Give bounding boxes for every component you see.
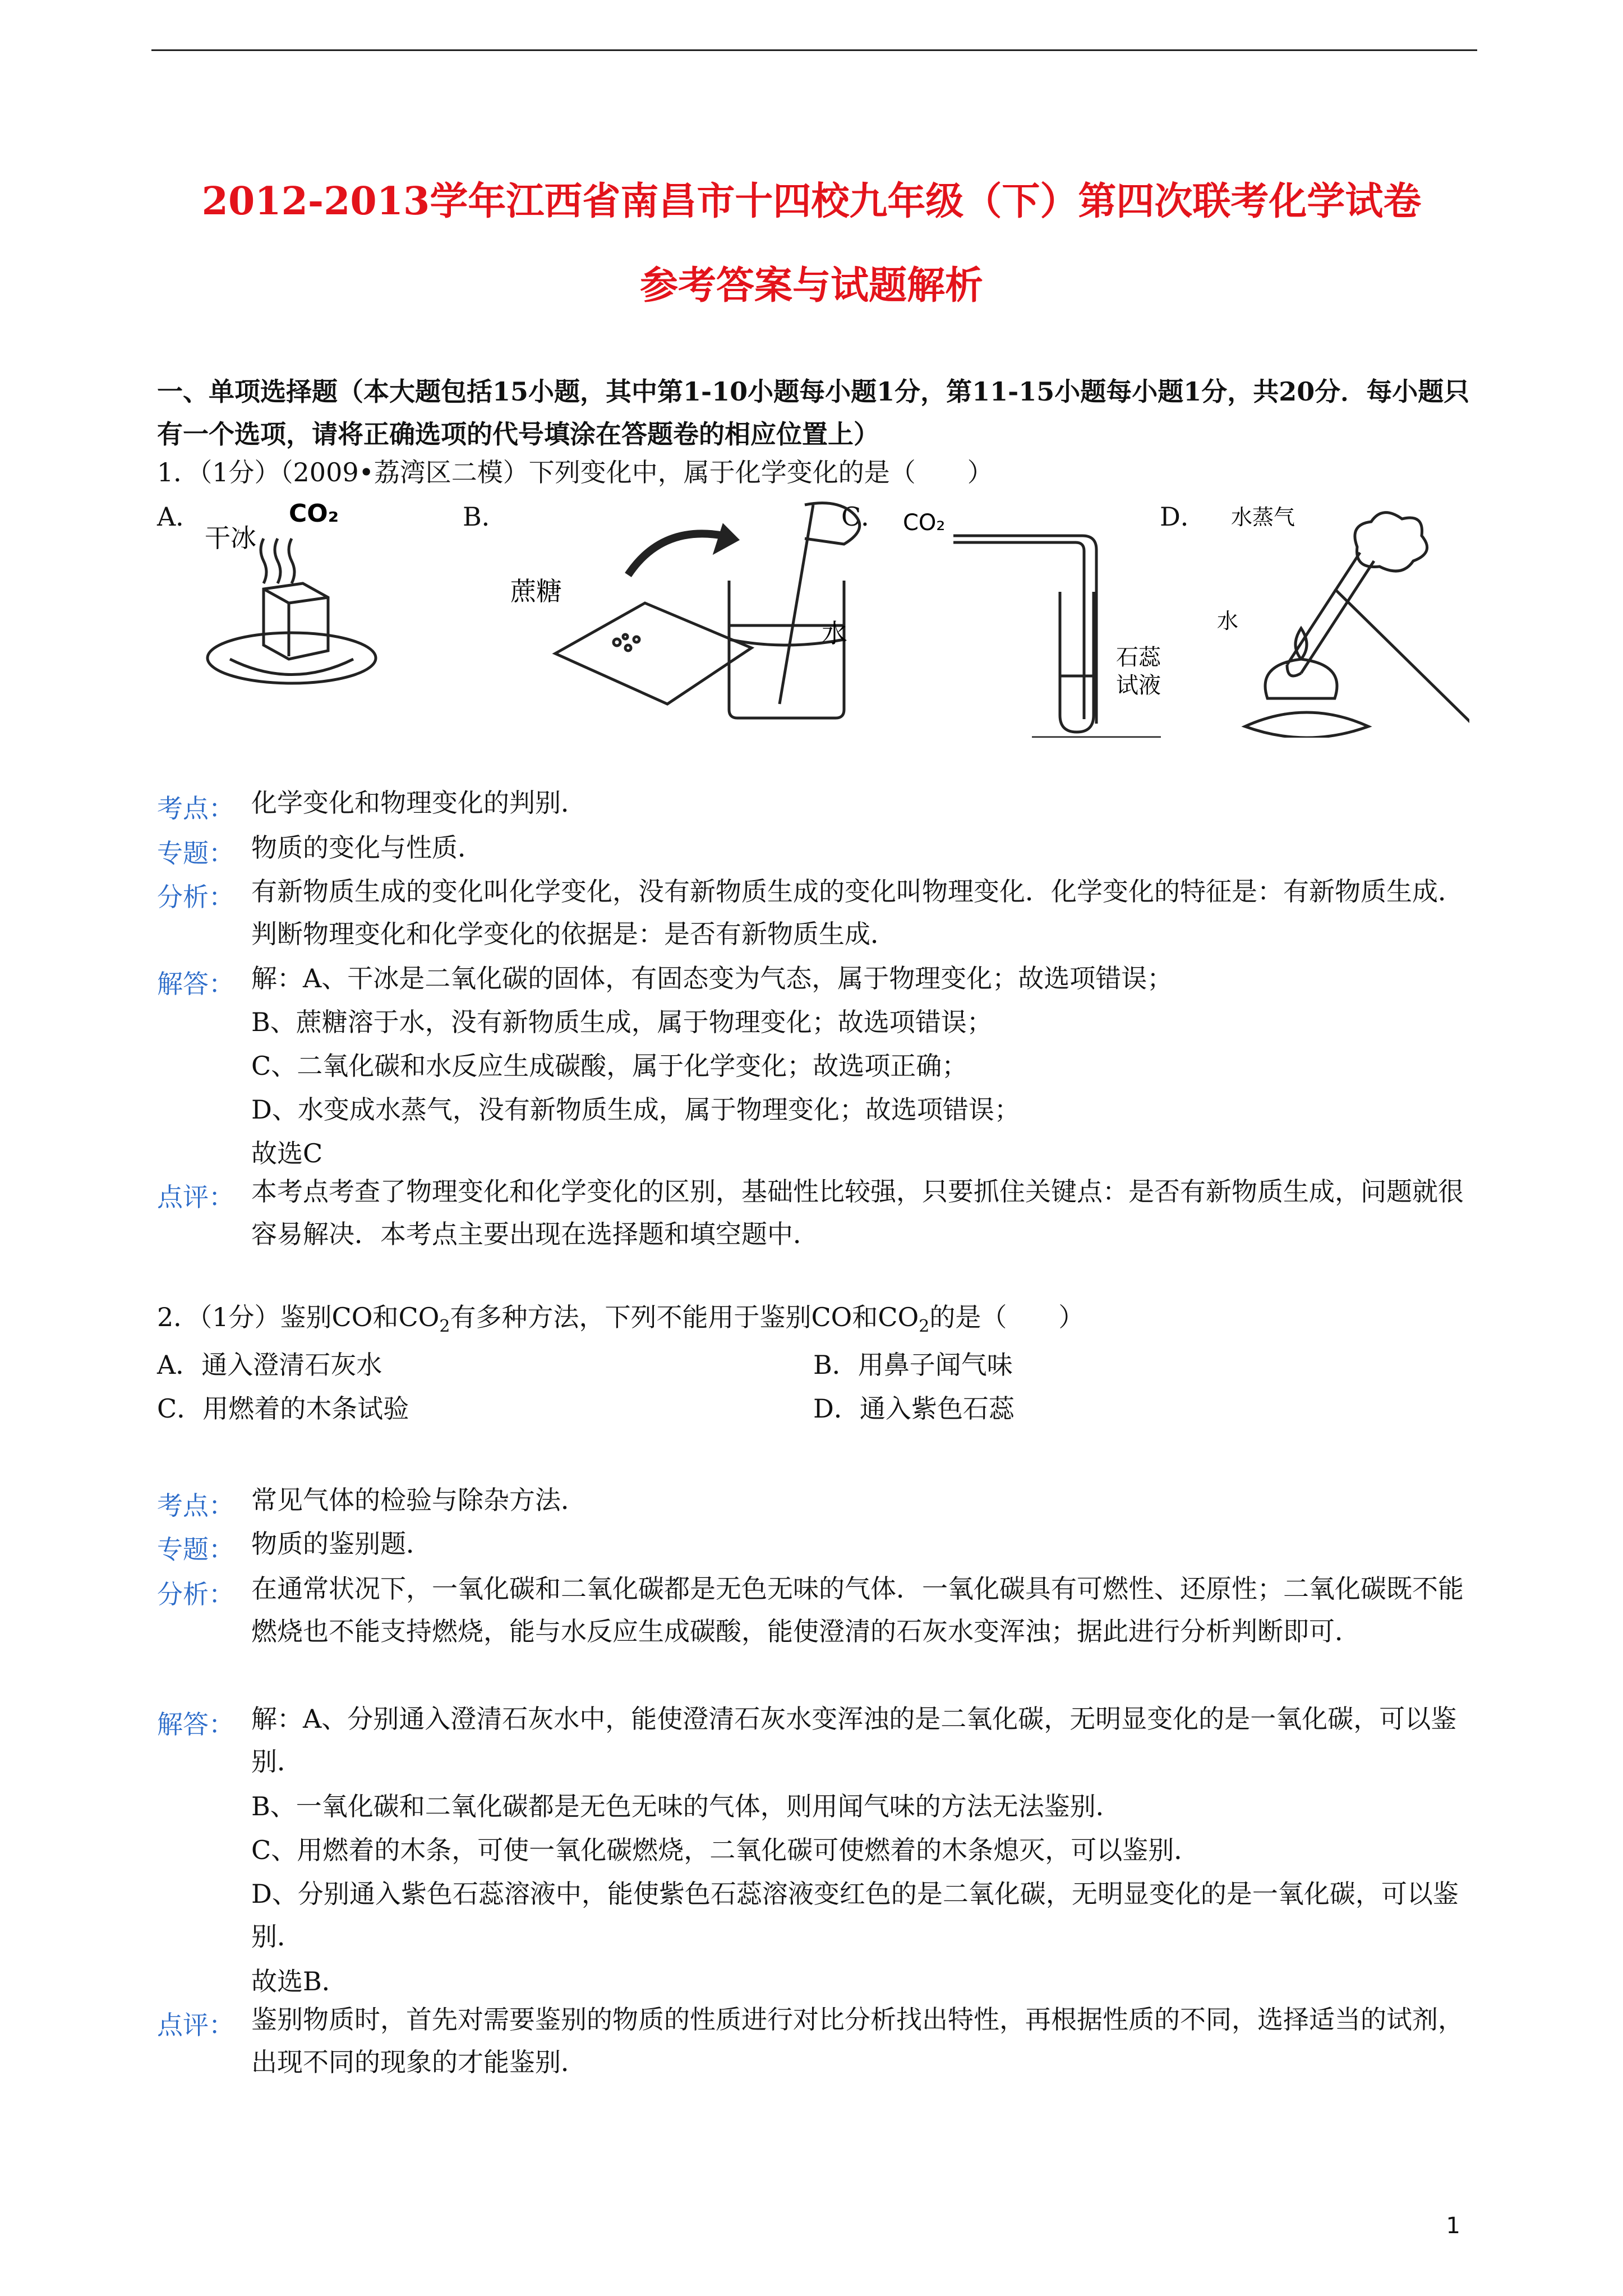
section-heading: 一、单项选择题（本大题包括15小题，其中第1-10小题每小题1分，第11-15小题每小题1分，共20分．每小题只有一个选项，请将正确选项的代号填涂在答题卷的相应位置上） [157,376,1470,449]
q2-dianping: 鉴别物质时，首先对需要鉴别的物质的性质进行对比分析找出特性，再根据性质的不同，选择适当的试剂，出现不同的现象的才能鉴别． [251,2004,1464,2077]
q1-kaodian: 化学变化和物理变化的判别． [251,788,587,818]
fig-a-co2: CO₂ [289,499,339,528]
fig-c-label-1: 石蕊 [1116,645,1161,670]
page-number: 1 [1446,2213,1460,2239]
q2-kaodian: 常见气体的检验与除杂方法． [251,1485,587,1515]
fig-c-litmus-test-icon [953,536,1161,738]
q2-jieda-c: C、用燃着的木条，可使一氧化碳燃烧，二氧化碳可使燃着的木条熄灭，可以鉴别． [251,1835,1200,1865]
q2-zhuanti: 物质的鉴别题． [251,1529,432,1559]
q1-zhuanti-label: 专题： [157,838,234,868]
q1-jieda-line-5: 故选C [251,1138,323,1168]
q1-jieda-line-3: C、二氧化碳和水反应生成碳酸，属于化学变化；故选项正确； [251,1051,968,1081]
page-subtitle: 参考答案与试题解析 [639,263,983,308]
q2-option-d: D．通入紫色石蕊 [813,1393,1015,1424]
q2-jieda-label: 解答： [157,1709,234,1740]
q1-dianping: 本考点考查了物理变化和化学变化的区别，基础性比较强，只要抓住关键点：是否有新物质生成，问题就很容易解决．本考点主要出现在选择题和填空题中． [251,1176,1464,1249]
page-title: 2012-2013学年江西省南昌市十四校九年级（下）第四次联考化学试卷 [201,179,1422,224]
q2-jieda-a: 解：A、分别通入澄清石灰水中，能使澄清石灰水变浑浊的是二氧化碳，无明显变化的是一氧化碳，可以鉴别． [251,1704,1457,1777]
q1-jieda-line-1: 解：A、干冰是二氧化碳的固体，有固态变为气态，属于物理变化；故选项错误； [251,963,1173,993]
q2-jieda-d: D、分别通入紫色石蕊溶液中，能使紫色石蕊溶液变红色的是二氧化碳，无明显变化的是一氧化碳，可以鉴别． [251,1879,1459,1952]
q1-option-c: C． [841,501,887,532]
fig-a-label: 干冰 [205,523,256,553]
q1-kaodian-label: 考点： [157,793,234,823]
q2-stem: 2．（1分）鉴别CO和$CO_2$有多种方法，下列不能用于鉴别CO和$CO_2$的是（ ） [157,1302,1085,1337]
fig-d-label-steam: 水蒸气 [1231,505,1295,530]
q1-fenxi-label: 分析： [157,882,234,912]
q1-option-a: A． [157,501,202,532]
fig-d-label-water: 水 [1217,609,1239,633]
q2-jieda-b: B、一氧化碳和二氧化碳都是无色无味的气体，则用闻气味的方法无法鉴别． [251,1791,1122,1821]
q1-figures [151,491,1469,738]
q2-option-c: C．用燃着的木条试验 [157,1393,409,1424]
fig-a-dry-ice-icon [208,539,376,683]
q2-fenxi-label: 分析： [157,1579,234,1609]
header-rule [151,49,1477,51]
q2-dianping-label: 点评： [157,2010,234,2040]
q2-zhuanti-label: 专题： [157,1534,234,1565]
q1-option-b: B． [463,501,508,532]
q1-jieda-label: 解答： [157,969,234,999]
fig-b-sugar-water-icon [555,503,860,718]
q1-jieda-line-4: D、水变成水蒸气，没有新物质生成，属于物理变化；故选项错误； [251,1094,1020,1125]
fig-d-heating-water-icon [1245,513,1469,738]
q2-fenxi: 在通常状况下，一氧化碳和二氧化碳都是无色无味的气体．一氧化碳具有可燃性、还原性；二氧化碳既不能燃烧也不能支持燃烧，能与水反应生成碳酸，能使澄清的石灰水变浑浊；据此进行分析判断即可． [251,1573,1464,1646]
fig-c-label-2: 试液 [1116,673,1161,698]
q1-stem: 1．（1分）（2009•荔湾区二模）下列变化中，属于化学变化的是（ ） [157,457,993,487]
q2-kaodian-label: 考点： [157,1490,234,1521]
q1-jieda-line-2: B、蔗糖溶于水，没有新物质生成，属于物理变化；故选项错误； [251,1007,993,1037]
q2-option-b: B．用鼻子闻气味 [813,1350,1013,1380]
q2-jieda-e: 故选B． [251,1966,348,1996]
q1-fenxi: 有新物质生成的变化叫化学变化，没有新物质生成的变化叫物理变化．化学变化的特征是：有新物质生成．判断物理变化和化学变化的依据是：是否有新物质生成． [251,876,1464,949]
q1-dianping-label: 点评： [157,1182,234,1212]
q1-option-d: D． [1160,501,1206,532]
q2-option-a: A．通入澄清石灰水 [157,1350,382,1380]
fig-c-co2: CO₂ [903,510,946,536]
q1-zhuanti: 物质的变化与性质． [251,832,483,863]
fig-b-label-water: 水 [822,618,847,648]
fig-b-label-sugar: 蔗糖 [510,576,562,606]
